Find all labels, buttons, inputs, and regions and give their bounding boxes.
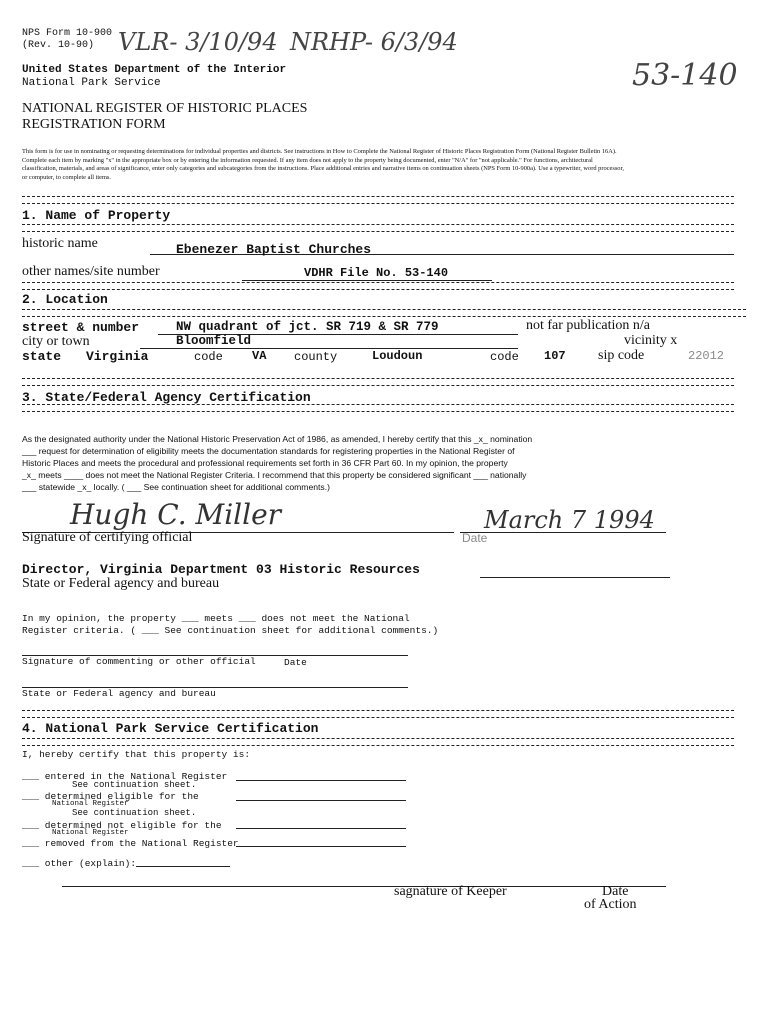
field-line: [140, 348, 518, 349]
nps-option-entered[interactable]: ___ entered in the National Register: [22, 771, 228, 782]
state-value[interactable]: Virginia: [86, 349, 149, 364]
not-for-publication: not far publication n/a: [526, 318, 651, 333]
nps-option-sub: National Register: [52, 800, 129, 808]
nps-option-not-eligible[interactable]: ___ determined not eligible for the: [22, 820, 222, 831]
section4-heading: 4. National Park Service Certification: [22, 721, 319, 736]
nps-option-removed[interactable]: ___ removed from the National Register: [22, 838, 239, 849]
county-code-label: code: [490, 350, 519, 364]
nps-option-sub: See continuation sheet.: [72, 808, 197, 818]
form-subtitle: REGISTRATION FORM: [22, 117, 166, 132]
date-of-action-label: Date: [602, 884, 629, 899]
certification-line: _x_ meets ____ does not meet the National Register Criteria. I recommend that this property be considered significant ___ nationally: [22, 470, 527, 480]
zip-value[interactable]: 22012: [688, 349, 725, 363]
section-divider: [22, 224, 734, 232]
signature-label: Signature of certifying official: [22, 530, 193, 545]
keeper-signature-line: [62, 886, 666, 887]
form-instructions: [22, 148, 738, 182]
nps-option-sub: National Register: [52, 829, 129, 837]
keeper-label: sagnature of Keeper: [394, 884, 507, 899]
county-code-value[interactable]: 107: [544, 349, 566, 363]
certification-line: Historic Places and meets the procedural and professional requirements set forth in 36 CFR Part 60. In my opinion, the property: [22, 458, 508, 468]
nps-option-other[interactable]: ___ other (explain):: [22, 858, 137, 869]
section-divider: [22, 282, 734, 290]
department-name: United States Department of the Interior: [22, 64, 287, 76]
other-names-label: other names/site number: [22, 264, 160, 279]
form-title: NATIONAL REGISTER OF HISTORIC PLACES: [22, 101, 308, 116]
certifying-agency: Director, Virginia Department 03 Historic Resources: [22, 562, 420, 577]
field-line: [480, 577, 670, 578]
nps-option-sub: See continuation sheet.: [72, 780, 197, 790]
certification-line: ___ statewide _x_ locally. ( ___ See continuation sheet for additional comments.): [22, 482, 330, 492]
state-code-value[interactable]: VA: [252, 349, 267, 363]
section2-heading: 2. Location: [22, 292, 108, 307]
certification-text: [22, 433, 532, 493]
county-value[interactable]: Loudoun: [372, 349, 423, 363]
street-value[interactable]: NW quadrant of jct. SR 719 & SR 779: [176, 320, 439, 334]
instructions-line: classification, materials, and areas of significance, enter only categories and subcategories from the instructions. Place additional entries and narrative items on continuation sheets (NPS Form 10-900a). Use a typewriter, word processor,: [22, 165, 624, 173]
opinion-line: In my opinion, the property ___ meets ___ does not meet the National: [22, 613, 410, 624]
nps-option-eligible[interactable]: ___ determined eligible for the: [22, 791, 199, 802]
section-divider: [22, 309, 746, 317]
date-of-action-label-2: of Action: [584, 897, 637, 912]
handwritten-vlr-date: VLR- 3/10/94: [118, 28, 278, 56]
instructions-line: or computer, to complete all items.: [22, 173, 112, 181]
handwritten-nrhp-date: NRHP- 6/3/94: [290, 28, 458, 56]
section-divider: [22, 196, 734, 204]
street-label: street & number: [22, 320, 140, 335]
historic-name-label: historic name: [22, 236, 98, 251]
service-name: National Park Service: [22, 77, 161, 89]
certification-line: ___ request for determination of eligibility meets the documentation standards for registering properties in the National Register of: [22, 446, 515, 456]
state-code-label: code: [194, 350, 223, 364]
field-line: [236, 800, 406, 801]
official-signature: Hugh C. Miller: [70, 498, 282, 531]
section1-heading: 1. Name of Property: [22, 208, 171, 223]
nps-intro: I, hereby certify that this property is:: [22, 749, 251, 760]
section-divider: [22, 404, 734, 412]
field-line: [236, 846, 406, 847]
form-revision: (Rev. 10-90): [22, 40, 95, 51]
historic-name-value[interactable]: Ebenezer Baptist Churches: [176, 242, 372, 257]
vicinity: vicinity x: [624, 333, 678, 348]
city-value[interactable]: Bloomfield: [176, 334, 252, 348]
certification-date: March 7 1994: [484, 506, 655, 534]
date-label: Date: [462, 531, 488, 545]
commenting-signature-label: Signature of commenting or other official: [22, 656, 256, 667]
certification-line: As the designated authority under the National Historic Preservation Act of 1986, as amended, I hereby certify that this _x_ nomination: [22, 434, 533, 444]
handwritten-file-number: 53-140: [632, 58, 738, 93]
other-names-value[interactable]: VDHR File No. 53-140: [304, 266, 449, 280]
opinion-line: Register criteria. ( ___ See continuation sheet for additional comments.): [22, 625, 439, 636]
form-number: NPS Form 10-900: [22, 28, 113, 39]
field-line: [136, 866, 230, 867]
instructions-line: This form is for use in nominating or requesting determinations for individual properties and districts. See instructions in How to Complete the National Register of Historic Places Registration Form (National Register Bulletin 16A).: [22, 148, 617, 155]
section3-heading: 3. State/Federal Agency Certification: [22, 390, 311, 405]
agency-label: State or Federal agency and bureau: [22, 576, 220, 591]
section-divider: [22, 738, 734, 746]
agency-label-2: State or Federal agency and bureau: [22, 688, 216, 699]
commenting-date-label: Date: [284, 657, 307, 668]
county-label: county: [294, 350, 338, 364]
zip-label: sip code: [598, 348, 645, 363]
instructions-line: Complete each item by marking "x" in the appropriate box or by entering the information requested. If any item does not apply to the property being documented, enter "N/A" for "not applicable." For functions, architectural: [22, 156, 593, 164]
field-line: [236, 828, 406, 829]
date-line: [460, 532, 666, 533]
state-label: state: [22, 349, 62, 364]
field-line: [242, 280, 492, 281]
field-line: [236, 780, 406, 781]
section-divider: [22, 378, 734, 386]
city-label: city or town: [22, 334, 90, 349]
section-divider: [22, 710, 734, 718]
